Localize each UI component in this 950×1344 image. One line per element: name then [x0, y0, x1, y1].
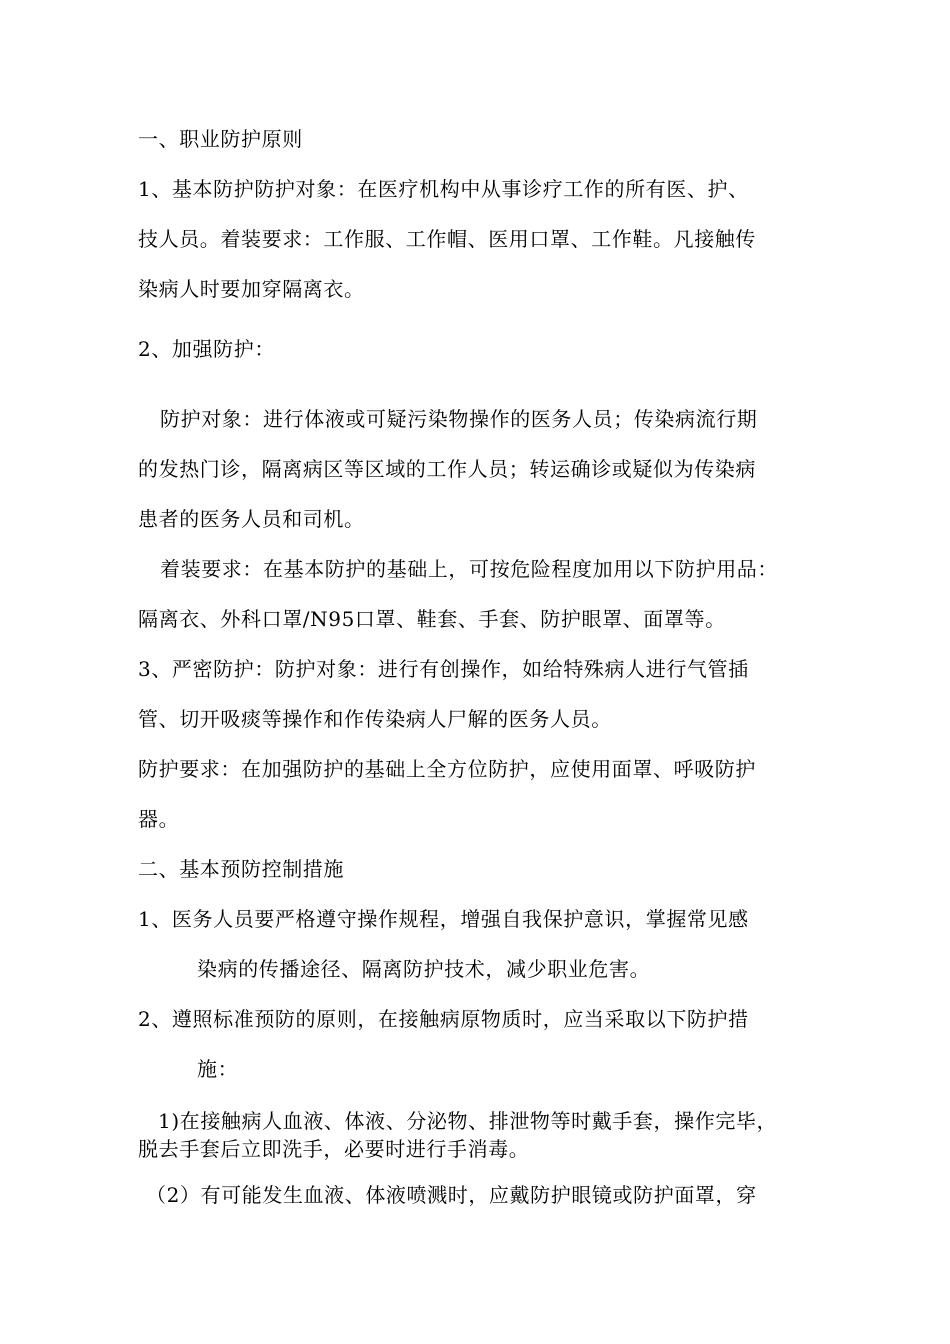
paragraph-line: 技人员。着装要求：工作服、工作帽、医用口罩、工作鞋。凡接触传: [138, 227, 756, 251]
paragraph-line: 隔离衣、外科口罩/N95口罩、鞋套、手套、防护眼罩、面罩等。: [138, 607, 726, 631]
paragraph-line: 的发热门诊，隔离病区等区域的工作人员；转运确诊或疑似为传染病: [138, 457, 756, 481]
paragraph-line: 脱去手套后立即洗手，必要时进行手消毒。: [138, 1137, 530, 1161]
paragraph-line: 染病的传播途径、隔离防护技术，减少职业危害。: [197, 957, 651, 981]
paragraph-line: 管、切开吸痰等操作和作传染病人尸解的医务人员。: [138, 707, 612, 731]
paragraph-line: 染病人时要加穿隔离衣。: [138, 277, 365, 301]
paragraph-line: 1)在接触病人血液、体液、分泌物、排泄物等时戴手套，操作完毕，: [158, 1109, 778, 1133]
paragraph-line: 1、基本防护防护对象：在医疗机构中从事诊疗工作的所有医、护、: [138, 177, 749, 201]
paragraph-line: 患者的医务人员和司机。: [138, 507, 365, 531]
paragraph-line: 2、加强防护：: [138, 337, 275, 361]
paragraph-line: 防护要求：在加强防护的基础上全方位防护，应使用面罩、呼吸防护: [138, 757, 756, 781]
section-heading-2: 二、基本预防控制措施: [138, 857, 344, 881]
paragraph-line: 防护对象：进行体液或可疑污染物操作的医务人员；传染病流行期: [160, 407, 758, 431]
paragraph-line: 着装要求：在基本防护的基础上，可按危险程度加用以下防护用品：: [160, 557, 778, 581]
paragraph-line: 1、医务人员要严格遵守操作规程，增强自我保护意识，掌握常见感: [138, 907, 749, 931]
section-heading-1: 一、职业防护原则: [138, 127, 303, 151]
paragraph-line: 器。: [138, 807, 180, 831]
paragraph-line: （2）有可能发生血液、体液喷溅时，应戴防护眼镜或防护面罩，穿: [146, 1183, 757, 1207]
paragraph-line: 3、严密防护：防护对象：进行有创操作，如给特殊病人进行气管插: [138, 657, 749, 681]
paragraph-line: 2、遵照标准预防的原则，在接触病原物质时，应当采取以下防护措: [138, 1007, 749, 1031]
paragraph-line: 施：: [197, 1057, 239, 1081]
